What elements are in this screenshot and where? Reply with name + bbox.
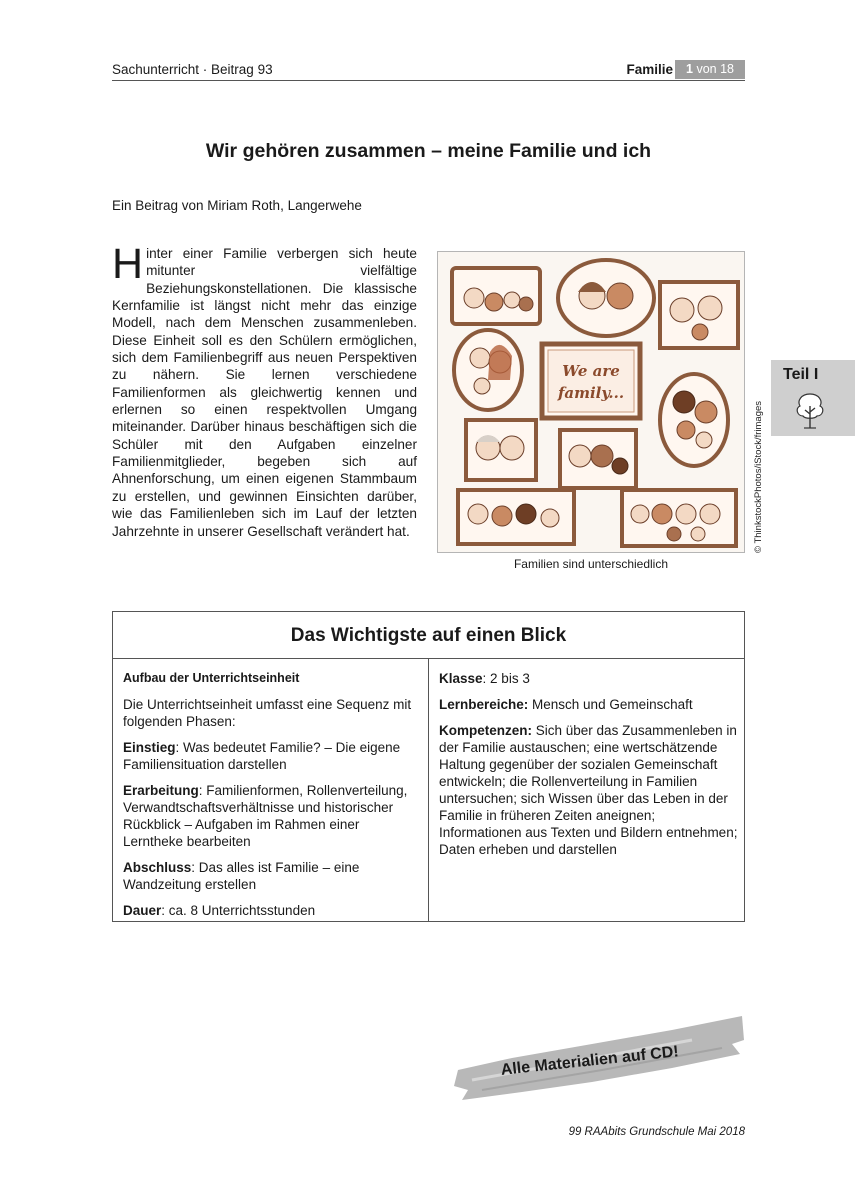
grade-level: [439, 670, 739, 687]
image-credit: [753, 400, 769, 733]
drop-cap: H: [112, 240, 144, 288]
duration-text: : ca. 8 Unterrichtsstunden: [161, 903, 316, 918]
page-header: [112, 60, 745, 80]
page-number: 1: [686, 62, 693, 76]
phase-label: Erarbeitung: [123, 783, 199, 798]
page-total: von 18: [696, 62, 734, 76]
overview-title: Das Wichtigste auf einen Blick: [113, 612, 744, 659]
phase-text: : Das alles ist Familie – eine Wandzeitung erstellen: [123, 860, 360, 892]
phase-label: Abschluss: [123, 860, 192, 875]
image-credit-text: © ThinkstockPhotos/iStock/frimages: [753, 400, 764, 553]
unit-structure-heading: Aufbau der Unterrichtseinheit: [123, 671, 300, 685]
overview-box: [112, 611, 745, 922]
overview-left-column: [123, 670, 421, 928]
author-line: Ein Beitrag von Miriam Roth, Langerwehe: [112, 198, 362, 213]
learning-areas: [439, 696, 739, 713]
family-illustration: [437, 251, 745, 553]
phase-erarbeitung: [123, 782, 421, 850]
intro-paragraph: [112, 240, 417, 540]
page-title: Wir gehören zusammen – meine Familie und ich: [205, 140, 652, 162]
family-frames-drawing: [438, 252, 745, 553]
phase-einstieg: [123, 739, 421, 773]
learning-areas-label: Lernbereiche:: [439, 697, 529, 712]
header-divider: [112, 80, 745, 81]
cd-note: Alle Materialien auf CD!: [500, 1043, 680, 1079]
unit-intro: Die Unterrichtseinheit umfasst eine Sequenz mit folgenden Phasen:: [123, 697, 412, 729]
banner-line-2: family...: [557, 384, 625, 402]
frame-2: [558, 260, 654, 336]
overview-right-column: [439, 670, 739, 867]
phase-abschluss: [123, 859, 421, 893]
phase-label: Einstieg: [123, 740, 176, 755]
page-indicator: [675, 60, 745, 79]
frame-6: [660, 374, 728, 466]
phase-text: : Was bedeutet Familie? – Die eigene Familiensituation darstellen: [123, 740, 401, 772]
topic-label: Familie: [626, 62, 673, 77]
competencies: [439, 722, 739, 858]
intro-text: inter einer Familie verbergen sich heute mitunter vielfältige Beziehungskonstellationen. Die klassische Kernfamilie ist längst nicht mehr das einzige Modell, nach dem Menschen zusammenleben. Diese Einheit soll es den Schülern ermöglichen, sich dem Familienbegriff aus neuen Perspektiven zu nähern. Sie lernen verschiedene Familienformen als gleichwertig kennen und erlernen so einen respektvollen Umgang miteinander. Darüber hinaus beschäftigen sich die Schüler mit den Aufgaben einzelner Familienmitglieder, begeben sich auf Ahnenforschung, um einen eigenen Stammbaum zu erstellen, und gewinnen Einsichten darüber, wie das Familienleben sich im Lauf der letzten Jahrzehnte in unserer Gesellschaft verändert hat.: [112, 246, 417, 539]
competencies-label: Kompetenzen:: [439, 723, 533, 738]
duration-label: Dauer: [123, 903, 162, 918]
section-tab-label: Teil I: [783, 366, 819, 383]
column-divider: [428, 659, 429, 921]
section-tab: [771, 360, 855, 436]
grade-label: Klasse: [439, 671, 483, 686]
duration: [123, 902, 421, 919]
phase-text: : Familienformen, Rollenverteilung, Verwandtschaftsverhältnisse und historischer Rückblick – Aufgaben im Rahmen einer Lerntheke bearbeiten: [123, 783, 408, 849]
family-tree-icon: [789, 388, 831, 430]
frame-4: [454, 330, 522, 410]
banner-line-1: We are: [562, 362, 620, 380]
grade-text: : 2 bis 3: [482, 671, 530, 686]
learning-areas-text: Mensch und Gemeinschaft: [528, 697, 693, 712]
illustration-caption: Familien sind unterschiedlich: [513, 557, 669, 571]
page-footer: 99 RAAbits Grundschule Mai 2018: [568, 1126, 745, 1138]
series-label: Sachunterricht · Beitrag 93: [112, 62, 273, 77]
competencies-text: Sich über das Zusammenleben in der Familie austauschen; eine wertschätzende Haltung gegenüber der sozialen Gemeinschaft entwickeln; die Rollenverteilung in Familien untersuchen; sich Wissen über das Leben in der Familie in früheren Zeiten aneignen; Informationen aus Texten und Bildern entnehmen; Daten erheben und darstellen: [439, 723, 738, 857]
